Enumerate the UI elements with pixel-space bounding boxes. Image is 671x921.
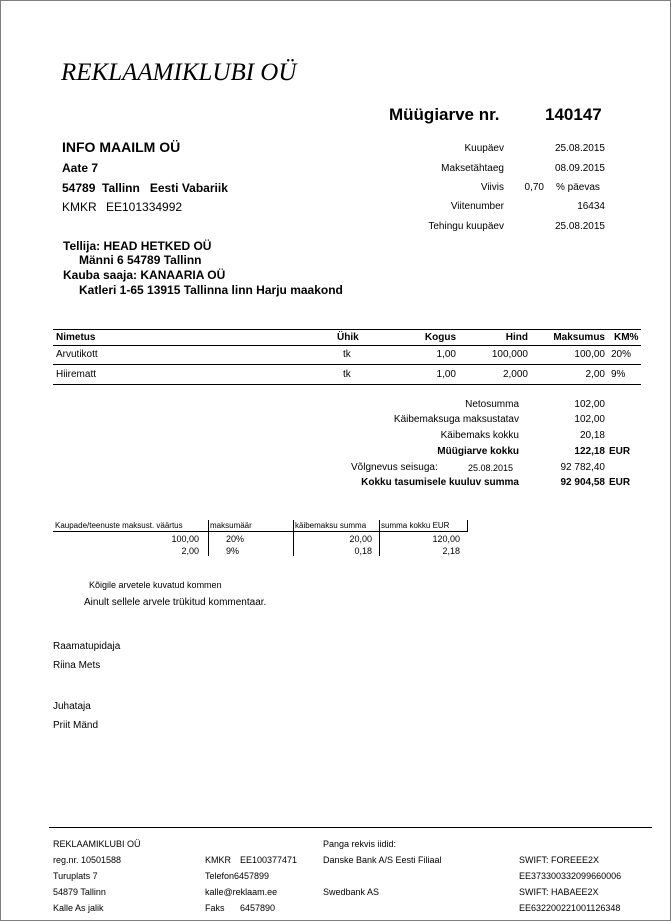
company-name: REKLAAMIKLUBI OÜ [61, 59, 297, 86]
footer-fax: 6457890 [240, 903, 276, 913]
field-due-label: Maksetähtaeg [441, 163, 504, 174]
footer-bank1-swift: SWIFT: FOREEE2X [519, 855, 600, 865]
debt-date: 25.08.2015 [468, 463, 514, 473]
row-name: Arvutikott [56, 349, 98, 360]
row-price: 100,000 [491, 349, 528, 360]
vat-table-cell: 2,18 [442, 546, 460, 556]
vat-table-header: käibemaksu summa [295, 521, 367, 530]
buyer-vat-label: KMKR [62, 200, 97, 214]
orderer-address: Männi 6 54789 Tallinn [79, 253, 202, 267]
manager-name: Priit Mänd [53, 720, 99, 731]
row-unit: tk [343, 349, 351, 360]
row-vat: 9% [611, 369, 626, 380]
vat-table-cell: 100,00 [171, 534, 199, 544]
footer-bank2-swift: SWIFT: HABAEE2X [519, 887, 599, 897]
field-ref-value: 16434 [577, 201, 605, 212]
row-qty: 1,00 [436, 349, 456, 360]
net-value: 102,00 [574, 399, 605, 410]
buyer-street: Aate 7 [62, 161, 99, 175]
col-header-sum: Maksumus [553, 332, 605, 343]
row-sum: 100,00 [574, 349, 605, 360]
buyer-vat: EE101334992 [106, 200, 183, 214]
orderer: Tellija: HEAD HETKED OÜ [63, 239, 212, 253]
buyer-name: INFO MAAILM OÜ [62, 139, 181, 155]
invoice-total-label: Müügiarve kokku [437, 446, 519, 457]
footer-email: kalle@reklaam.ee [205, 887, 278, 897]
items-header-rule [53, 345, 641, 346]
comment-this: Ainult sellele arvele trükitud kommentaar. [84, 597, 267, 608]
footer-reg-nr: reg.nr. 10501588 [53, 855, 122, 865]
field-date-value: 25.08.2015 [554, 143, 605, 154]
debt-label: Võlgnevus seisuga: [351, 462, 438, 473]
row-unit: tk [343, 369, 351, 380]
accountant-name: Riina Mets [53, 660, 101, 671]
vat-total-value: 20,18 [579, 430, 605, 441]
row-qty: 1,00 [436, 369, 456, 380]
taxable-label: Käibemaksuga maksustatav [393, 414, 519, 425]
col-header-price: Hind [505, 332, 528, 343]
field-date-label: Kuupäev [464, 143, 504, 154]
accountant-title: Raamatupidaja [53, 641, 121, 652]
recipient-address: Katleri 1-65 13915 Tallinna linn Harju maakond [79, 283, 343, 297]
vat-table-divider [467, 520, 468, 531]
invoice-total-currency: EUR [609, 446, 631, 457]
footer-vat-label: KMKR [205, 855, 232, 865]
col-header-unit: Ühik [337, 332, 359, 343]
vat-table-divider [379, 520, 380, 556]
items-bottom-rule [53, 384, 641, 385]
payable-value: 92 904,58 [560, 477, 605, 488]
footer-street: Turuplats 7 [53, 871, 98, 881]
footer-vat: EE100377471 [240, 855, 298, 865]
invoice-number: 140147 [545, 105, 602, 124]
buyer-city: 54789 Tallinn Eesti Vabariik [62, 181, 228, 195]
footer-bank1-iban: EE373300332099660006 [519, 871, 622, 881]
vat-table-cell: 20,00 [349, 534, 372, 544]
vat-table-header: Kaupade/teenuste maksust. väärtus [55, 521, 183, 530]
items-top-rule [53, 329, 641, 330]
invoice-title: Müügiarve nr. [389, 105, 500, 124]
vat-table-header: maksumäär [210, 521, 252, 530]
debt-value: 92 782,40 [560, 462, 605, 473]
field-due-value: 08.09.2015 [554, 163, 605, 174]
row-sum: 2,00 [585, 369, 605, 380]
vat-table-header: summa kokku EUR [381, 521, 450, 530]
vat-table-divider [208, 520, 209, 556]
vat-total-label: Käibemaks kokku [440, 430, 519, 441]
footer-fax-label: Faks [205, 903, 225, 913]
net-label: Netosumma [465, 399, 519, 410]
col-header-vat: KM% [614, 332, 639, 343]
field-penalty-value: 0,70 [524, 182, 544, 193]
row-vat: 20% [611, 349, 632, 360]
vat-table-cell: 9% [226, 546, 240, 556]
footer-bank2: Swedbank AS [323, 887, 380, 897]
footer-contact: Kalle As jalik [53, 903, 104, 913]
field-txdate-value: 25.08.2015 [554, 221, 605, 232]
taxable-value: 102,00 [574, 414, 605, 425]
vat-table-cell: 0,18 [354, 546, 372, 556]
col-header-qty: Kogus [424, 332, 456, 343]
row-price: 2,000 [502, 369, 528, 380]
footer-city: 54879 Tallinn [53, 887, 106, 897]
footer-bank-title: Panga rekvis iidid: [323, 839, 397, 849]
col-header-name: Nimetus [56, 332, 96, 343]
vat-table-cell: 20% [226, 534, 245, 544]
comment-all: Kõigile arvetele kuvatud kommen [89, 580, 222, 590]
row-name: Hiirematt [56, 369, 97, 380]
manager-title: Juhataja [53, 701, 91, 712]
payable-label: Kokku tasumisele kuuluv summa [361, 477, 519, 488]
vat-table-cell: 2,00 [181, 546, 199, 556]
recipient: Kauba saaja: KANAARIA OÜ [63, 268, 226, 282]
field-penalty-label: Viivis [480, 182, 504, 193]
items-row-rule [53, 364, 641, 365]
footer-bank1: Danske Bank A/S Eesti Filiaal [323, 855, 442, 865]
vat-table-header-rule [53, 531, 468, 532]
field-penalty-unit: % päevas [556, 182, 600, 193]
field-ref-label: Viitenumber [450, 201, 504, 212]
footer-rule [49, 827, 652, 828]
vat-table-cell: 120,00 [432, 534, 460, 544]
footer-bank2-iban: EE632200221001126348 [519, 903, 621, 913]
vat-table-divider [293, 520, 294, 556]
footer-phone: Telefon6457899 [205, 871, 270, 881]
invoice-total-value: 122,18 [574, 446, 605, 457]
payable-currency: EUR [609, 477, 631, 488]
footer-company-name: REKLAAMIKLUBI OÜ [53, 839, 141, 849]
field-txdate-label: Tehingu kuupäev [428, 221, 504, 232]
